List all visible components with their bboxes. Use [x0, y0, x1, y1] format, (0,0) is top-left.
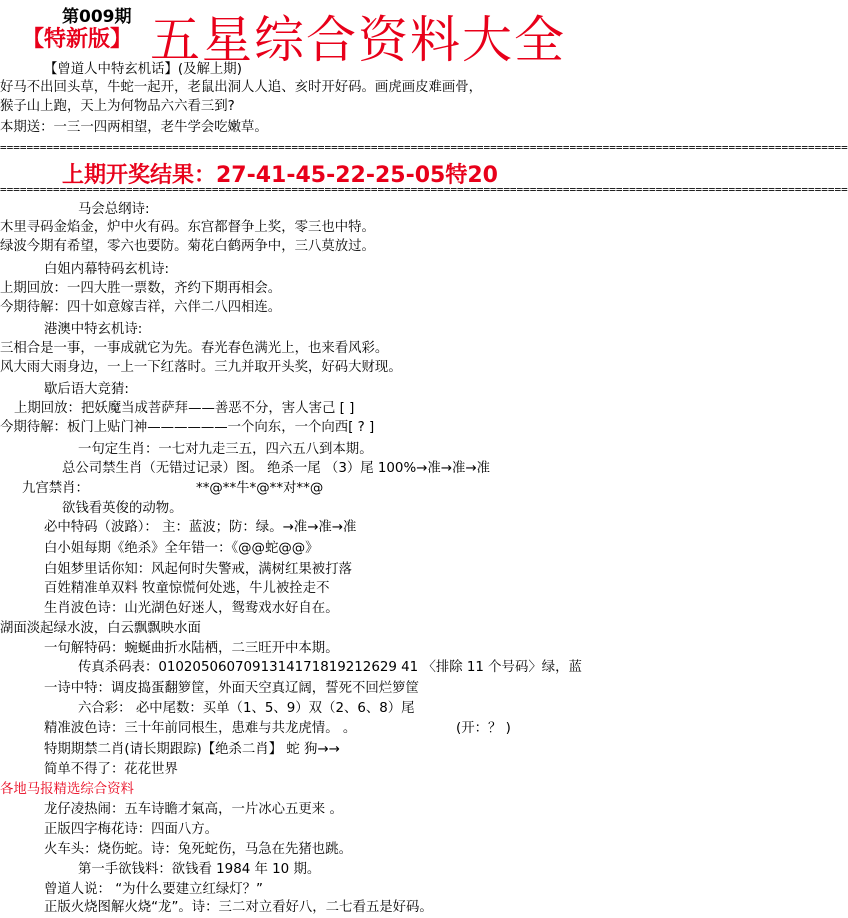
text-line: 港澳中特玄机诗:: [44, 322, 143, 337]
last-result: 上期开奖结果：27-41-45-22-25-05特20: [62, 163, 498, 188]
text-line: **@**牛*@**对**@: [196, 481, 324, 496]
text-line: 正版火烧图解火烧“龙”。诗：三二对立看好八，二七看五是好码。: [44, 900, 433, 915]
text-line: 湖面淡起绿水波，白云飘飘映水面: [0, 621, 201, 636]
text-line: 一句解特码：蜿蜒曲折水陆栖，二三旺开中本期。: [44, 641, 339, 656]
text-line: 精准波色诗：三十年前同根生，患难与共龙虎情。 。: [44, 721, 357, 736]
text-line: 【曾道人中特玄机话】(及解上期): [44, 62, 242, 77]
text-line: 必中特码（波路）： 主：蓝波；防：绿。→准→准→准: [44, 520, 357, 535]
text-line: 白小姐每期《绝杀》全年错一：《@@蛇@@》: [44, 541, 319, 556]
text-line: 总公司禁生肖（无错过记录）图。 绝杀一尾 （3）尾 100%→准→准→准: [62, 461, 490, 476]
text-line: 特期期禁二肖(请长期跟踪)【绝杀二肖】 蛇 狗→→: [44, 742, 340, 757]
text-line: 各地马报精选综合资料: [0, 782, 134, 797]
text-line: 九宫禁肖：: [22, 481, 89, 496]
text-line: 上期回放：把妖魔当成菩萨拜——善恶不分，害人害己 [ ]: [14, 401, 355, 416]
text-line: 生肖波色诗：山光湖色好迷人，鸳鸯戏水好自在。: [44, 601, 339, 616]
text-line: 传真杀码表：0102050607091314171819212629 41 〈排除 11 个号码〉绿，蓝: [78, 660, 582, 675]
text-line: 六合彩： 必中尾数：买单（1、5、9）双（2、6、8）尾: [78, 701, 415, 716]
text-line: 龙仔凌热闹：五车诗瞻才氣高，一片冰心五更来 。: [44, 802, 343, 817]
text-line: 三相合是一事，一事成就它为先。春光春色满光上，也来看风彩。: [0, 341, 389, 356]
page-title: 五星综合资料大全: [150, 11, 566, 69]
text-line: 猴子山上跑，天上为何物品六六看三到?: [0, 99, 235, 114]
text-line: 歇后语大竞猜:: [44, 382, 129, 397]
separator: ================================================================================================================================: [0, 141, 848, 154]
edition-badge: 【特新版】: [22, 27, 133, 52]
text-line: 今期待解：四十如意嫁吉祥，六伴二八四相连。: [0, 300, 282, 315]
text-line: 风大雨大雨身边，一上一下红落时。三九并取开头奖，好码大财现。: [0, 360, 402, 375]
text-line: 正版四字梅花诗：四面八方。: [44, 822, 219, 837]
text-line: 曾道人说： “为什么要建立红绿灯？”: [44, 882, 263, 897]
text-line: (开：？ ): [456, 721, 511, 736]
text-line: 百姓精准单双料 牧童惊慌何处逃，牛儿被拴走不: [44, 581, 330, 596]
text-line: 欲钱看英俊的动物。: [62, 501, 183, 516]
text-line: 木里寻码金焰金，炉中火有码。东宫都督争上奖，零三也中特。: [0, 220, 375, 235]
text-line: 绿波今期有希望，零六也要防。菊花白鹤两争中，三八莫放过。: [0, 239, 375, 254]
text-line: 第一手欲钱料：欲钱看 1984 年 10 期。: [78, 862, 321, 877]
text-line: 一诗中特：调皮捣蛋翻箩筐，外面天空真辽阔，誓死不回烂箩筐: [44, 681, 419, 696]
separator: ================================================================================================================================: [0, 183, 848, 196]
text-line: 上期回放：一四大胜一票数，齐约下期再相会。: [0, 281, 282, 296]
text-line: 简单不得了：花花世界: [44, 762, 178, 777]
text-line: 马会总纲诗:: [78, 202, 150, 217]
text-line: 好马不出回头草，牛蛇一起开，老鼠出洞人人追、亥时开好码。画虎画皮难画骨，: [0, 80, 483, 95]
text-line: 火车头：烧伤蛇。诗：兔死蛇伤，马急在先猪也跳。: [44, 842, 352, 857]
text-line: 本期送：一三一四两相望，老牛学会吃嫩草。: [0, 120, 268, 135]
text-line: 白姐梦里话你知：风起何时失警戒，满树红果被打落: [44, 562, 352, 577]
text-line: 白姐内幕特码玄机诗:: [44, 262, 170, 277]
issue-number: 第009期: [62, 7, 132, 27]
text-line: 今期待解：板门上贴门神——————一个向东，一个向西[ ? ]: [0, 420, 375, 435]
text-line: 一句定生肖：一七对九走三五，四六五八到本期。: [78, 442, 373, 457]
